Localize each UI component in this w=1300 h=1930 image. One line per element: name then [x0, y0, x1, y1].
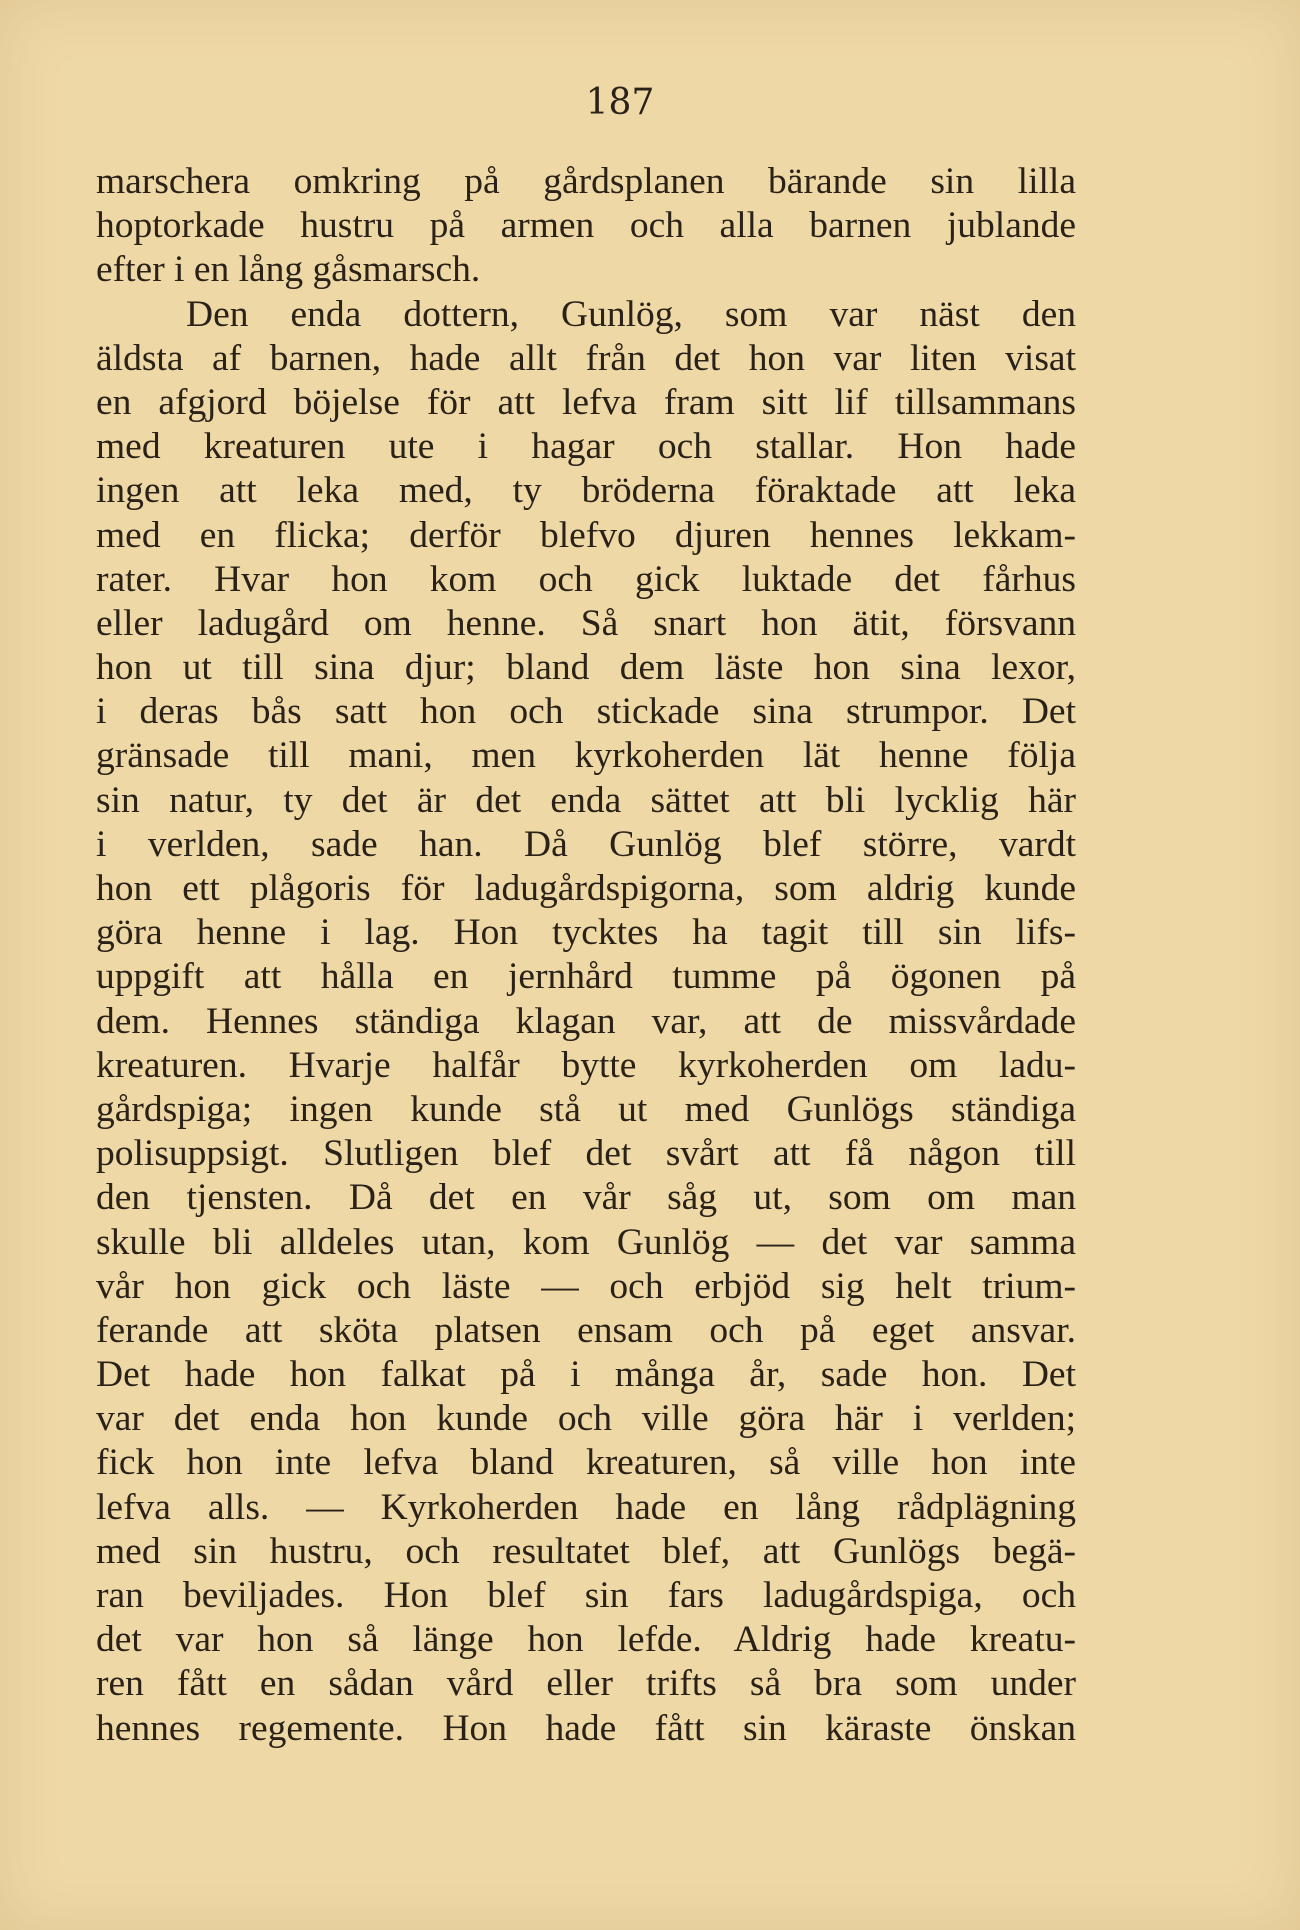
text-line: hennes regemente. Hon hade fått sin käraste önskan [96, 1707, 1076, 1749]
text-line: dem. Hennes ständiga klagan var, att de missvårdade [96, 1000, 1076, 1042]
text-line: gränsade till mani, men kyrkoherden lät henne följa [96, 735, 1076, 777]
text-line: i verlden, sade han. Då Gunlög blef större, vardt [96, 823, 1076, 865]
text-line: göra henne i lag. Hon tycktes ha tagit till sin lifs- [96, 912, 1076, 954]
text-line: i deras bås satt hon och stickade sina strumpor. Det [96, 691, 1076, 733]
text-line: rater. Hvar hon kom och gick luktade det fårhus [96, 558, 1076, 600]
text-line: var det enda hon kunde och ville göra här i verlden; [96, 1398, 1076, 1440]
text-line: med kreaturen ute i hagar och stallar. Hon hade [96, 426, 1076, 468]
text-line: hoptorkade hustru på armen och alla barnen jublande [96, 205, 1076, 247]
text-line: hon ett plågoris för ladugårdspigorna, som aldrig kunde [96, 868, 1076, 909]
text-line: Det hade hon falkat på i många år, sade hon. Det [96, 1354, 1076, 1396]
text-line: polisuppsigt. Slutligen blef det svårt att få någon till [96, 1133, 1076, 1175]
text-line: vår hon gick och läste — och erbjöd sig helt trium- [96, 1265, 1076, 1307]
text-line: sin natur, ty det är det enda sättet att bli lycklig här [96, 779, 1076, 821]
text-line: lefva alls. — Kyrkoherden hade en lång rådplägning [96, 1486, 1076, 1528]
text-line: skulle bli alldeles utan, kom Gunlög — det var samma [96, 1221, 1076, 1263]
body-text [96, 160, 1076, 1751]
text-line: fick hon inte lefva bland kreaturen, så ville hon inte [96, 1442, 1076, 1484]
text-line: efter i en lång gåsmarsch. [96, 249, 481, 291]
text-line: det var hon så länge hon lefde. Aldrig hade kreatu- [96, 1619, 1076, 1661]
text-line: marschera omkring på gårdsplanen bärande sin lilla [96, 161, 1076, 202]
text-line: en afgjord böjelse för att lefva fram sitt lif tillsammans [96, 381, 1076, 423]
text-line: eller ladugård om henne. Så snart hon ätit, försvann [96, 602, 1076, 644]
text-line: ferande att sköta platsen ensam och på eget ansvar. [96, 1309, 1076, 1351]
text-line: kreaturen. Hvarje halfår bytte kyrkoherden om ladu- [96, 1044, 1076, 1086]
text-line: Den enda dottern, Gunlög, som var näst den [186, 293, 1076, 335]
page-number: 187 [585, 82, 655, 123]
text-line: ran beviljades. Hon blef sin fars ladugårdspiga, och [96, 1575, 1076, 1616]
text-line: uppgift att hålla en jernhård tumme på ögonen på [96, 956, 1076, 998]
text-line: gårdspiga; ingen kunde stå ut med Gunlögs ständiga [96, 1088, 1076, 1130]
text-line: äldsta af barnen, hade allt från det hon var liten visat [96, 337, 1076, 379]
text-line: hon ut till sina djur; bland dem läste hon sina lexor, [96, 647, 1076, 689]
text-line: ren fått en sådan vård eller trifts så bra som under [96, 1663, 1076, 1705]
text-line: ingen att leka med, ty bröderna föraktade att leka [96, 470, 1076, 512]
text-line: med sin hustru, och resultatet blef, att Gunlögs begä- [96, 1530, 1076, 1572]
text-line: den tjensten. Då det en vår såg ut, som om man [96, 1177, 1076, 1219]
text-line: med en flicka; derför blefvo djuren hennes lekkam- [96, 514, 1076, 556]
